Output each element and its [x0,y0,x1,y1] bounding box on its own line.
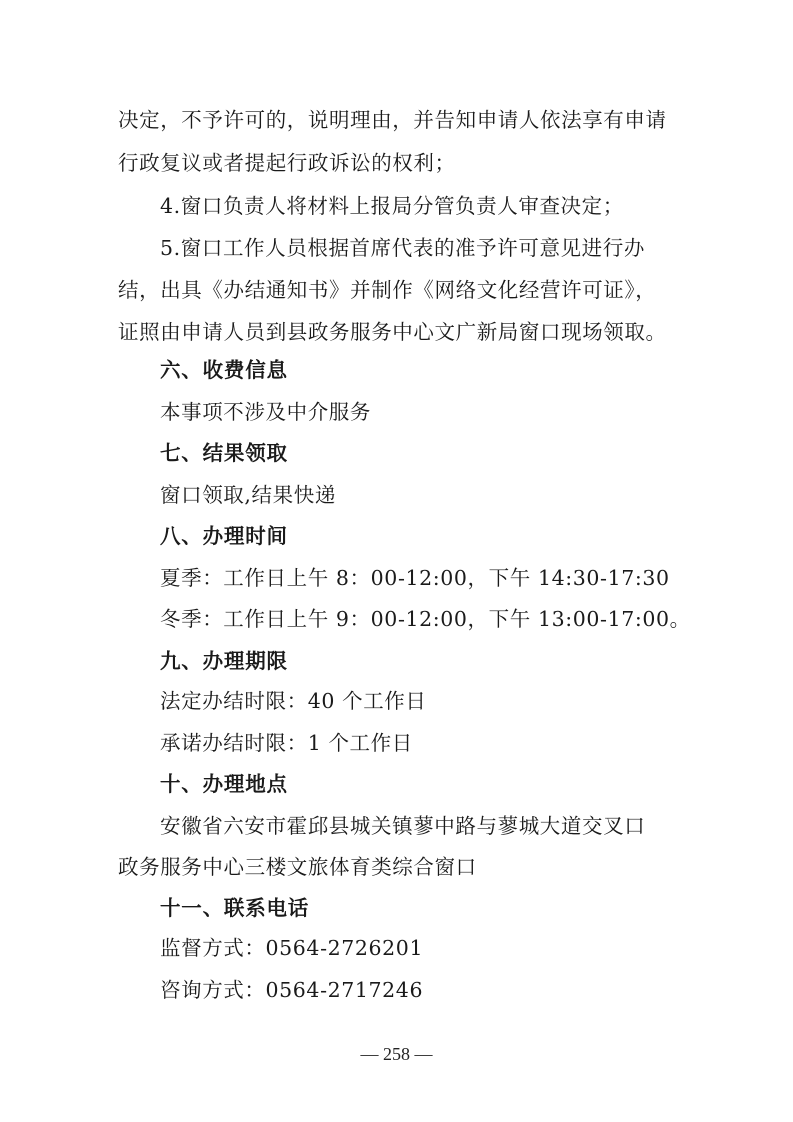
paragraph-line: 结，出具《办结通知书》并制作《网络文化经营许可证》， [118,278,657,302]
section-heading-deadline: 九、办理期限 [160,649,288,673]
paragraph-line: 5.窗口工作人员根据首席代表的准予许可意见进行办 [160,236,645,260]
section-heading-hours: 八、办理时间 [160,524,288,548]
paragraph-line: 行政复议或者提起行政诉讼的权利； [118,151,456,175]
paragraph-line: 安徽省六安市霍邱县城关镇蓼中路与蓼城大道交叉口 [160,814,646,838]
paragraph-line: 冬季：工作日上午 9：00-12:00，下午 13:00-17:00。 [160,607,691,631]
paragraph-line: 4.窗口负责人将材料上报局分管负责人审查决定； [160,194,624,218]
paragraph-line: 窗口领取,结果快递 [160,483,336,507]
paragraph-line: 承诺办结时限：1 个工作日 [160,731,413,755]
paragraph-line: 政务服务中心三楼文旅体育类综合窗口 [118,855,477,879]
paragraph-line: 法定办结时限：40 个工作日 [160,689,427,713]
section-heading-contact: 十一、联系电话 [160,896,310,920]
page-number: — 258 — [360,1044,433,1064]
paragraph-line: 监督方式：0564-2726201 [160,936,424,960]
paragraph-line: 咨询方式：0564-2717246 [160,978,424,1002]
section-heading-result: 七、结果领取 [160,441,288,465]
section-heading-location: 十、办理地点 [160,772,288,796]
paragraph-line: 决定，不予许可的，说明理由，并告知申请人依法享有申请 [118,108,667,132]
paragraph-line: 夏季：工作日上午 8：00-12:00，下午 14:30-17:30 [160,566,670,590]
paragraph-line: 本事项不涉及中介服务 [160,400,371,424]
paragraph-line: 证照由申请人员到县政务服务中心文广新局窗口现场领取。 [118,320,667,344]
section-heading-fees: 六、收费信息 [160,358,288,382]
